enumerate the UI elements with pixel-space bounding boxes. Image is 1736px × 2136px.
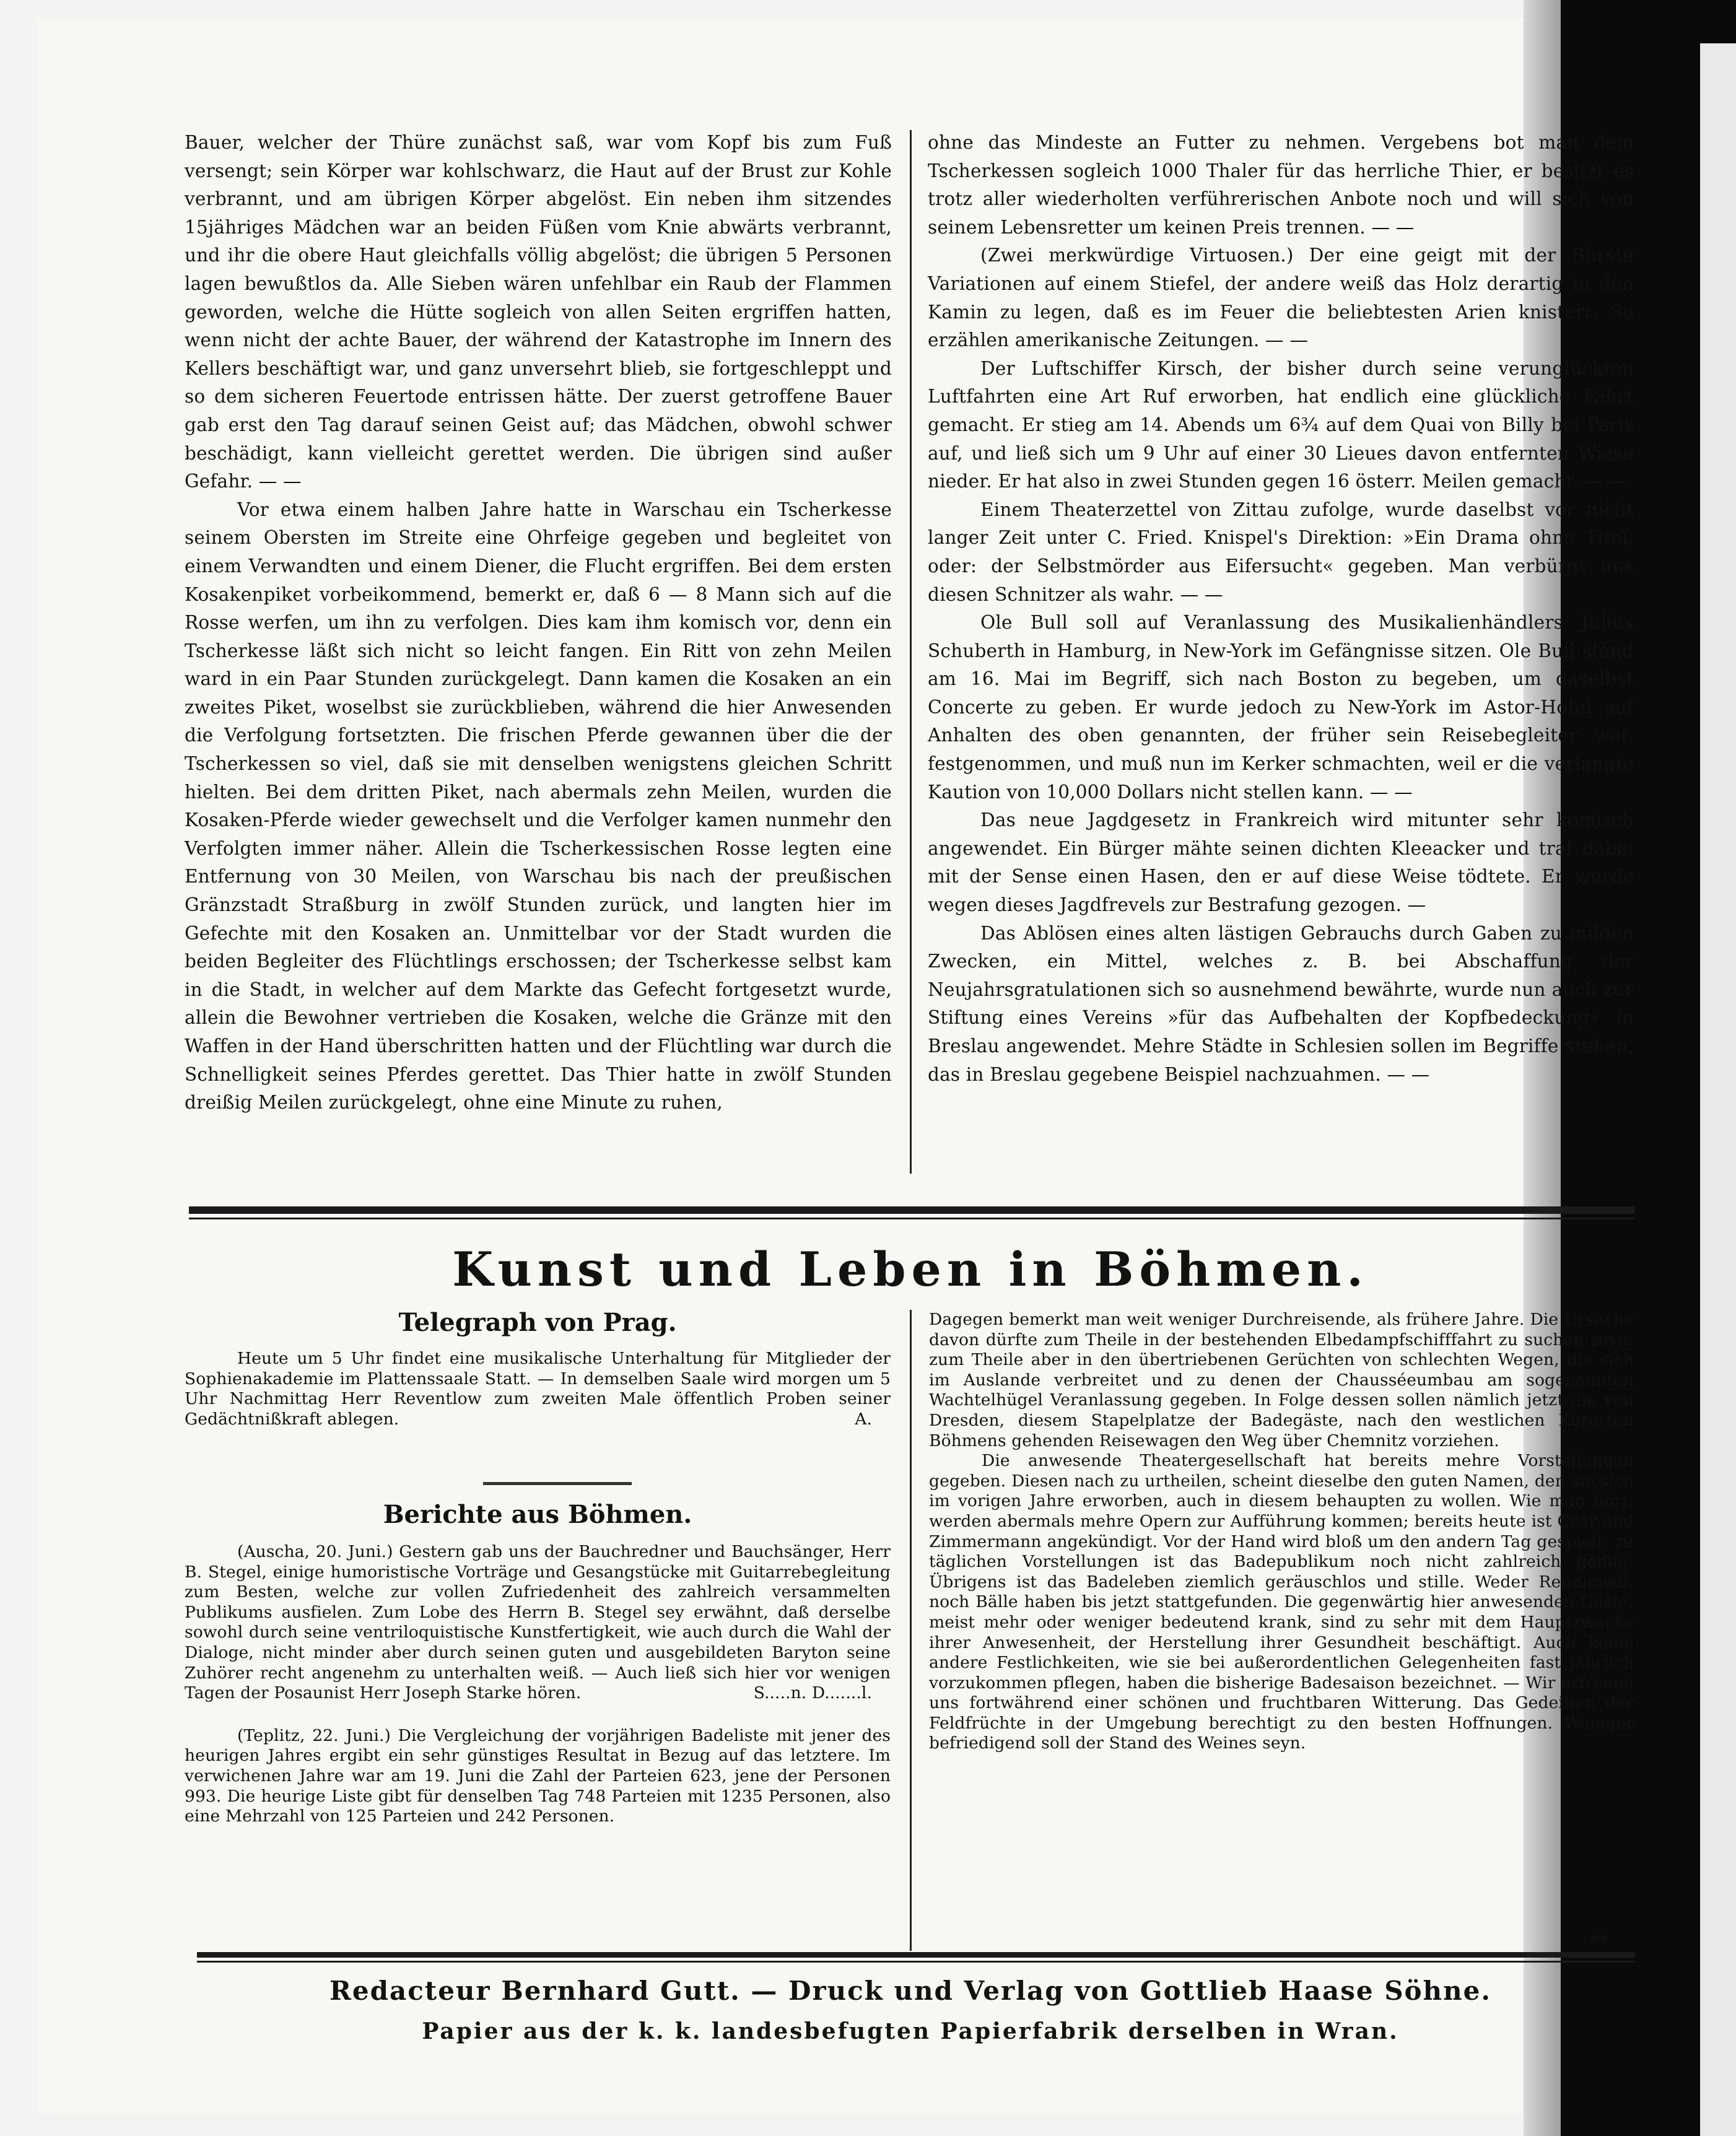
signature-stars: ** [1590,1932,1608,1951]
article-paragraph: Die anwesende Theatergesellschaft hat bereits mehre Vorstellungen gegeben. Diesen nach zu urtheilen, scheint dieselbe den guten Namen, den sie sich im vorigen Jahre erworben, auch in diesem behaupten zu wollen. Wie man hört, werden abermals mehre Opern zur Aufführung kommen; bereits heute ist Czar und Zimmermann angekündigt. Vor der Hand wird bloß um den andern Tag gespielt; zu täglichen Vorstellungen ist das Badepublikum noch nicht zahlreich genug. Übrigens ist das Badeleben ziemlich geräuschlos und stille. Weder Reunionen, noch Bälle haben bis jetzt stattgefunden. Die gegenwärtig hier anwesenden Gäste, meist mehr oder weniger bedeutend krank, sind zu sehr mit dem Hauptzwecke ihrer Anwesenheit, der Herstellung ihrer Gesundheit beschäftigt. Auch keine andere Festlichkeiten, wie sie bei außerordentlichen Gelegenheiten fast jährlich vorzukommen pflegen, haben die bisherige Badesaison bezeichnet. — Wir erfreuen uns fortwährend einer schönen und fruchtbaren Witterung. Das Gedeihen der Feldfrüchte in der Umgebung berechtigt zu den besten Hoffnungen. Weniger befriedigend soll der Stand des Weines seyn. [929,1451,1634,1753]
berichte-text: (Auscha, 20. Juni.) Gestern gab uns der Bauchredner und Bauchsänger, Herr B. Stegel, einige humoristische Vorträge und Gesangstücke mit Guitarrebegleitung zum Besten, welche zur vollen Zufriedenheit des zahlreich versammelten Publikums ausfielen. Zum Lobe des Herrn B. Stegel sey erwähnt, daß derselbe sowohl durch seine ventriloquistische Kunstfertigkeit, wie auch durch die Wahl der Dialoge, nicht minder aber durch seinen guten und ausgebildeten Baryton seine Zuhörer recht angenehm zu unterhalten weiß. — Auch ließ sich hier vor wenigen Tagen der Posaunist Herr Joseph Starke hören. [185,1542,891,1703]
article-paragraph: Das Ablösen eines alten lästigen Gebrauchs durch Gaben zu milden Zwecken, ein Mittel, welches z. B. bei Abschaffung der Neujahrsgratulationen sich so ausnehmend bewährte, wurde nun auch zur Stiftung eines Vereins »für das Aufbehalten der Kopfbedeckung« in Breslau angewendet. Mehre Städte in Schlesien sollen im Begriffe stehen, das in Breslau gegebene Beispiel nachzuahmen. — — [928,922,1634,1085]
imprint-paper: Papier aus der k. k. landesbefugten Papierfabrik derselben in Wran. [422,2018,1399,2044]
column-divider [910,1310,912,1951]
short-divider [483,1482,632,1485]
article-paragraph: Ole Bull soll auf Veranlassung des Musikalienhändlers Julius Schuberth in Hamburg, in New-York im Gefängnisse sitzen. Ole Bull stand am 16. Mai im Begriff, sich nach Boston zu begeben, um daselbst Concerte zu geben. Er wurde jedoch zu New-York im Astor-Hotel auf Anhalten des oben genannten, der früher sein Reisebegleiter war, festgenommen, und muß nun im Kerker schmachten, weil er die verlangte Kaution von 10,000 Dollars nicht stellen kann. — — [928,612,1634,803]
imprint-editor: Redacteur Bernhard Gutt. — Druck und Verlag von Gottlieb Haase Söhne. [329,1976,1491,2006]
article-paragraph: ohne das Mindeste an Futter zu nehmen. Vergebens bot man dem Tscherkessen sogleich 1000 Thaler für das herrliche Thier, er besitzt es trotz aller wiederholten verführerischen Anbote noch und will sich von seinem Lebensretter um keinen Preis trennen. — — [928,132,1634,238]
telegraph-text: Heute um 5 Uhr findet eine musikalische Unterhaltung für Mitglieder der Sophienakademie im Plattenssaale Statt. — In demselben Saale wird morgen um 5 Uhr Nachmittag Herr Reventlow zum zweiten Male öffentlich Proben seiner Gedächtnißkraft ablegen. [185,1349,891,1429]
article-paragraph: Dagegen bemerkt man weit weniger Durchreisende, als frühere Jahre. Die Ursache davon dürfte zum Theile in der bestehenden Elbedampfschifffahrt zu suchen seyn, zum Theile aber in den übertriebenen Gerüchten von schlechten Wegen, die sich im Auslande verbreitet und zu denen der Chausséeumbau am sogenannten Wachtelhügel Veranlassung gegeben. In Folge dessen sollen nämlich jetzt die von Dresden, diesem Stapelplatze der Badegäste, nach den westlichen Kurorten Böhmens gehenden Reisewagen den Weg über Chemnitz vorziehen. [929,1310,1634,1450]
section-title: Kunst und Leben in Böhmen. [452,1242,1369,1297]
telegraph-paragraph [185,1349,891,1429]
top-left-column [185,129,892,1117]
section-rule-thin [189,1218,1635,1219]
article-paragraph: Einem Theaterzettel von Zittau zufolge, wurde daselbst vor nicht langer Zeit unter C. Fried. Knispel's Direktion: »Ein Drama ohne Titel, oder: der Selbstmörder aus Eifersucht« gegeben. Man verbürgt uns diesen Schnitzer als wahr. — — [928,499,1634,605]
berichte-paragraph: (Teplitz, 22. Juni.) Die Vergleichung der vorjährigen Badeliste mit jener des heurigen Jahres ergibt ein sehr günstiges Resultat in Bezug auf das letztere. Im verwichenen Jahre war am 19. Juni die Zahl der Parteien 623, jene der Personen 993. Die heurige Liste gibt für denselben Tag 748 Parteien mit 1235 Personen, also eine Mehrzahl von 125 Parteien und 242 Personen. [185,1725,891,1826]
telegraph-signature: A. [855,1409,872,1429]
section-rule-thick [189,1206,1635,1214]
berichte-heading: Berichte aus Böhmen. [383,1500,692,1529]
column-divider [910,130,912,1174]
berichte-column [185,1542,891,1827]
telegraph-heading: Telegraph von Prag. [398,1308,677,1337]
article-paragraph: Der Luftschiffer Kirsch, der bisher durch seine verunglückten Luftfahrten eine Art Ruf erworben, hat endlich eine glückliche Fahrt gemacht. Er stieg am 14. Abends um 6¾ auf dem Quai von Billy bei Paris auf, und ließ sich um 9 Uhr auf einer 30 Lieues davon entfernten Wiese nieder. Er hat also in zwei Stunden gegen 16 österr. Meilen gemacht. — — [928,357,1634,492]
article-paragraph: (Zwei merkwürdige Virtuosen.) Der eine geigt mit der Bürste Variationen auf einem Stiefel, der andere weiß das Holz derartig in den Kamin zu legen, daß es im Feuer die beliebtesten Arien knistert. So erzählen amerikanische Zeitungen. — — [928,245,1634,351]
footer-rule-thick [197,1952,1635,1958]
berichte-paragraph [185,1542,891,1704]
article-paragraph: Bauer, welcher der Thüre zunächst saß, war vom Kopf bis zum Fuß versengt; sein Körper war kohlschwarz, die Haut auf der Brust zur Kohle verbrannt, und am übrigen Körper abgelöst. Ein neben ihm sitzendes 15jähriges Mädchen war an beiden Füßen vom Knie abwärts verbrannt, und ihr die obere Haut gleichfalls völlig abgelöst; die übrigen 5 Personen lagen bewußtlos da. Alle Sieben wären unfehlbar ein Raub der Flammen geworden, welche die Hütte sogleich von allen Seiten ergriffen hatten, wenn nicht der achte Bauer, der während der Katastrophe im Innern des Kellers beschäftigt war, und ganz unversehrt blieb, sie fortgeschleppt und so dem sicheren Feuertode entrissen hätte. Der zuerst getroffene Bauer gab erst den Tag darauf seinen Geist auf; das Mädchen, obwohl schwer beschädigt, kann vielleicht gerettet werden. Die übrigen sind außer Gefahr. — — [185,132,892,492]
telegraph-column [185,1349,891,1429]
footer-rule-thin [197,1961,1635,1963]
article-paragraph: Vor etwa einem halben Jahre hatte in Warschau ein Tscherkesse seinem Obersten im Streite eine Ohrfeige gegeben und begleitet von einem Verwandten und einem Diener, die Flucht ergriffen. Bei dem ersten Kosakenpiket vorbeikommend, bemerkt er, daß 6 — 8 Mann sich auf die Rosse werfen, um ihn zu verfolgen. Dies kam ihm komisch vor, denn ein Tscherkesse läßt sich nicht so leicht fangen. Ein Ritt von zehn Meilen ward in ein Paar Stunden zurückgelegt. Dann kamen die Kosaken an ein zweites Piket, woselbst sie zurückblieben, während die hier Anwesenden die Verfolgung fortsetzten. Die frischen Pferde gewannen über die der Tscherkessen so viel, daß sie mit denselben wenigstens gleichen Schritt hielten. Bei dem dritten Piket, nach abermals zehn Meilen, wurden die Kosaken-Pferde wieder gewechselt und die Verfolger kamen nunmehr den Verfolgten immer näher. Allein die Tscherkessischen Rosse legten eine Entfernung von 30 Meilen, von Warschau bis nach der preußischen Gränzstadt Straßburg in zwölf Stunden zurück, und langten hier im Gefechte mit den Kosaken an. Unmittelbar vor der Stadt wurden die beiden Begleiter des Flüchtlings erschossen; der Tscherkesse selbst kam in die Stadt, in welcher auf dem Markte das Gefecht fortgesetzt wurde, allein die Bewohner vertrieben die Kosaken, welche die Gränze mit den Waffen in der Hand überschritten hatten und der Flüchtling war durch die Schnelligkeit seines Pferdes gerettet. Das Thier hatte in zwölf Stunden dreißig Meilen zurückgelegt, ohne eine Minute zu ruhen, [185,499,892,1114]
article-paragraph: Das neue Jagdgesetz in Frankreich wird mitunter sehr komisch angewendet. Ein Bürger mähte seinen dichten Kleeacker und traf dabei mit der Sense einen Hasen, den er auf diese Weise tödtete. Er wurde wegen dieses Jagdfrevels zur Bestrafung gezogen. — [928,809,1634,916]
berichte-signature: S.....n. D.......l. [753,1683,872,1703]
bottom-right-column [929,1310,1634,1754]
top-right-column [928,129,1634,1089]
